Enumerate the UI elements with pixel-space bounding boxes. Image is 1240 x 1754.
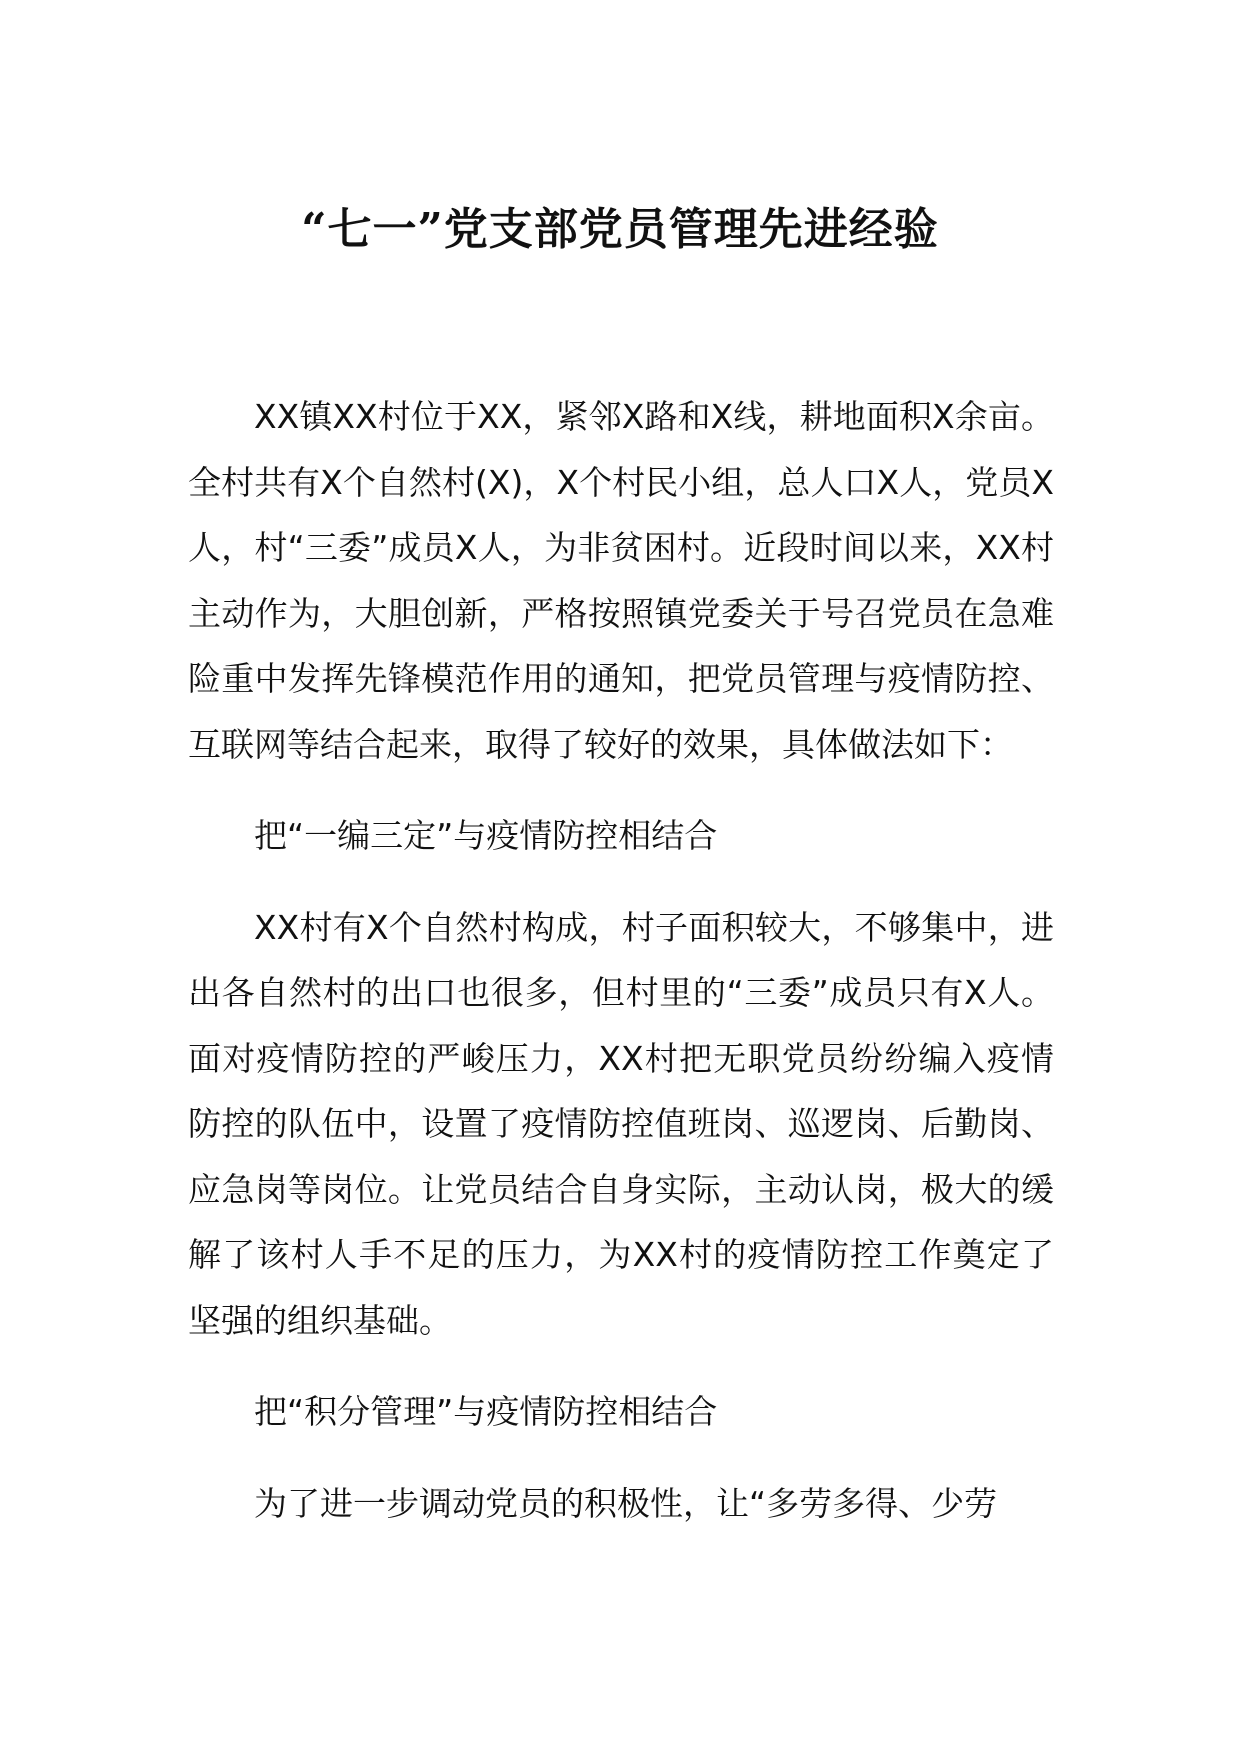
document-body (188, 384, 1054, 1536)
section-paragraph-2: 为了进一步调动党员的积极性，让“多劳多得、少劳 (254, 1483, 998, 1523)
section-heading-1: 把“一编三定”与疫情防控相结合 (254, 816, 718, 855)
section-paragraph-1: XX村有X个自然村构成，村子面积较大，不够集中，进出各自然村的出口也很多，但村里的“三委”成员只有X人。面对疫情防控的严峻压力，XX村把无职党员纷纷编入疫情防控的队伍中，设置了疫情防控值班岗、巡逻岗、后勤岗、应急岗等岗位。让党员结合自身实际，主动认岗，极大的缓解了该村人手不足的压力，为XX村的疫情防控工作奠定了坚强的组织基础。 (188, 907, 1054, 1340)
document-title: “七一”党支部党员管理先进经验 (301, 204, 939, 255)
section-heading-2: 把“积分管理”与疫情防控相结合 (254, 1392, 718, 1431)
intro-paragraph: XX镇XX村位于XX，紧邻X路和X线，耕地面积X余亩。全村共有X个自然村(X)，X个村民小组，总人口X人，党员X人，村“三委”成员X人，为非贫困村。近段时间以来，XX村主动作为，大胆创新，严格按照镇党委关于号召党员在急难险重中发挥先锋模范作用的通知，把党员管理与疫情防控、互联网等结合起来，取得了较好的效果，具体做法如下： (188, 397, 1054, 764)
